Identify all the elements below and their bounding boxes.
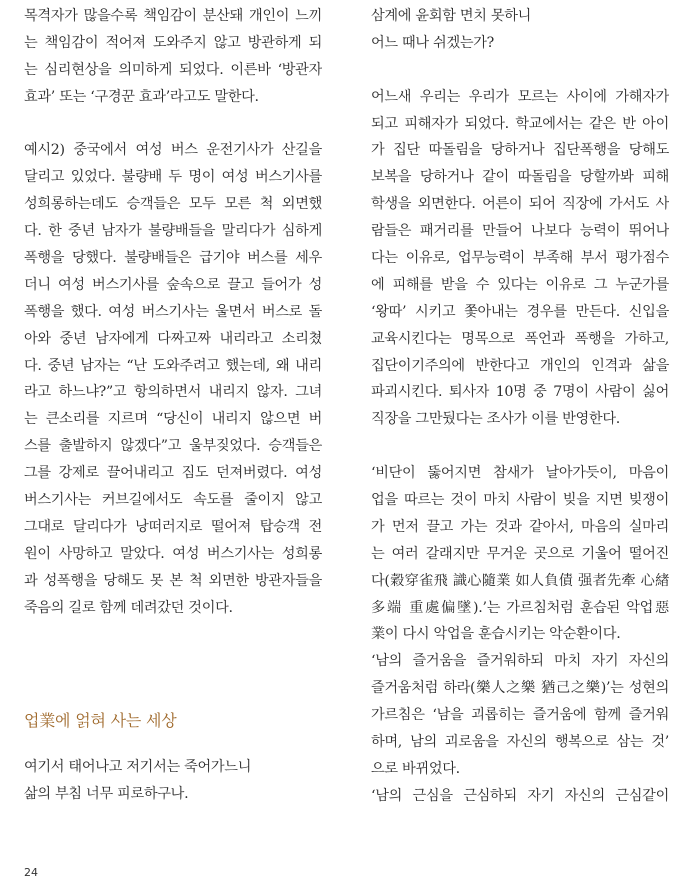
text-line: 가르침은 ‘남을 괴롭히는 즐거움에 함께 즐거워	[371, 707, 669, 724]
text-line: 스를 출발하지 않겠다”고 울부짖었다. 승객들은	[24, 438, 322, 455]
poem-line: 여기서 태어나고 저기서는 죽어가느니	[24, 759, 252, 776]
paragraph-karma-teaching	[371, 460, 669, 648]
poem-line: 어느 때나 쉬겠는가?	[371, 34, 494, 51]
text-line: 業이 다시 악업을 훈습시키는 악순환이다.	[371, 626, 621, 643]
text-line: 버스기사는 커브길에서도 속도를 줄이지 않고	[24, 492, 322, 509]
text-line: ‘남의 즐거움을 즐거워하되 마치 자기 자신의	[371, 653, 669, 670]
text-line: 달리고 있었다. 불량배 두 명이 여성 버스기사를	[24, 169, 322, 186]
text-line: 예시2) 중국에서 여성 버스 운전기사가 산길을	[24, 142, 322, 159]
text-line: 는 큰소리를 지르며 “당신이 내리지 않으면 버	[24, 411, 322, 428]
paragraph-worry-teaching	[371, 783, 669, 810]
poem-line: 삼계에 윤회함 면치 못하니	[371, 8, 532, 24]
poem-verse-continued	[371, 3, 669, 57]
text-line: 직장을 그만뒀다는 조사가 이를 반영한다.	[371, 411, 620, 428]
text-line: 으로 바뀌었다.	[371, 760, 460, 777]
paragraph-gap	[371, 433, 669, 460]
text-line: 폭행을 당했다. 불량배들은 급기야 버스를 세우	[24, 250, 322, 267]
text-line: 多端 重處偏墜).’는 가르침처럼 훈습된 악업惡	[371, 599, 669, 616]
paragraph-perpetrators-victims	[371, 84, 669, 434]
text-line: 람들은 패거리를 만들어 나보다 능력이 뛰어나	[371, 223, 669, 240]
text-line: 되고 피해자가 되었다. 학교에서는 같은 반 아이	[371, 115, 669, 132]
left-column	[24, 3, 322, 808]
paragraph-bystander-definition	[24, 3, 322, 111]
text-line: ‘비단이 뚫어지면 참새가 날아가듯이, 마음이	[371, 465, 669, 482]
text-line: 즐거움처럼 하라(樂人之樂 猶己之樂)’는 성현의	[371, 680, 669, 697]
text-line: 하며, 남의 괴로움을 자신의 행복으로 삼는 것’	[371, 734, 669, 751]
text-line: 다(穀穿雀飛 識心隨業 如人負債 强者先牽 心緖	[371, 572, 669, 589]
text-line: 폭행을 했다. 여성 버스기사는 울면서 버스로 돌	[24, 303, 322, 320]
poem-verse	[24, 754, 322, 808]
paragraph-gap	[371, 57, 669, 84]
text-line: 어느새 우리는 우리가 모르는 사이에 가해자가	[371, 88, 669, 105]
text-line: 집단이기주의에 반한다고 개인의 인격과 삶을	[371, 357, 669, 374]
text-line: 라고 하느냐?”고 항의하면서 내리지 않자. 그녀	[24, 384, 322, 401]
section-gap	[24, 621, 322, 702]
page-number: 24	[24, 866, 38, 879]
text-line: 업을 따르는 것이 마치 사람이 빚을 지면 빚쟁이	[371, 492, 669, 509]
text-line: 아와 중년 남자에게 다짜고짜 내리라고 소리쳤	[24, 330, 322, 347]
text-line: 학생을 외면한다. 어른이 되어 직장에 가서도 사	[371, 196, 669, 213]
text-line: 는 여러 갈래지만 무거운 곳으로 기울어 떨어진	[371, 545, 669, 562]
text-line: 에 피해를 받을 수 있다는 이유로 그 누군가를	[371, 276, 669, 293]
text-line: 는 책임감이 적어져 도와주지 않고 방관하게 되	[24, 34, 322, 51]
text-line: 보복을 당하거나 같이 따돌림을 당할까봐 피해	[371, 169, 669, 186]
text-line: ‘왕따’ 시키고 쫓아내는 경우를 만든다. 신입을	[371, 303, 669, 320]
paragraph-example-bus	[24, 137, 322, 621]
text-line: 원이 사망하고 말았다. 여성 버스기사는 성희롱	[24, 545, 322, 562]
text-line: 다. 한 중년 남자가 불량배들을 말리다가 심하게	[24, 223, 322, 240]
text-line: 죽음의 길로 함께 데려갔던 것이다.	[24, 599, 233, 616]
text-line: 더니 여성 버스기사를 숲속으로 끌고 들어가 성	[24, 276, 322, 293]
text-line: 교육시킨다는 명목으로 폭언과 폭행을 가하고,	[371, 330, 669, 347]
text-line: 가 먼저 끌고 가는 것과 같아서, 마음의 실마리	[371, 518, 669, 535]
text-line: 다. 중년 남자는 “난 도와주려고 했는데, 왜 내리	[24, 357, 322, 374]
text-line: ‘남의 근심을 근심하되 자기 자신의 근심같이	[371, 787, 669, 804]
paragraph-joy-teaching	[371, 648, 669, 782]
paragraph-gap	[24, 111, 322, 138]
section-heading: 업業에 얽혀 사는 세상	[24, 711, 177, 731]
poem-line: 삶의 부침 너무 피로하구나.	[24, 786, 189, 803]
text-line: 목격자가 많을수록 책임감이 분산돼 개인이 느끼	[24, 8, 322, 24]
text-line: 그를 강제로 끌어내리고 짐도 던져버렸다. 여성	[24, 465, 322, 482]
text-line: 는 심리현상을 의미하게 되었다. 이른바 ‘방관자	[24, 61, 322, 78]
text-line: 성희롱하는데도 승객들은 모두 모른 척 외면했	[24, 196, 322, 213]
text-line: 그대로 달리다가 낭떠러지로 떨어져 탑승객 전	[24, 518, 322, 535]
text-line: 다는 이유로, 업무능력이 부족해 부서 평가점수	[371, 250, 669, 267]
text-line: 과 성폭행을 당해도 못 본 척 외면한 방관자들을	[24, 572, 322, 589]
text-line: 효과’ 또는 ‘구경꾼 효과’라고도 말한다.	[24, 88, 259, 105]
text-line: 가 집단 따돌림을 당하거나 집단폭행을 당해도	[371, 142, 669, 159]
right-column	[371, 3, 669, 810]
text-line: 파괴시킨다. 퇴사자 10명 중 7명이 사람이 싫어	[371, 384, 669, 401]
